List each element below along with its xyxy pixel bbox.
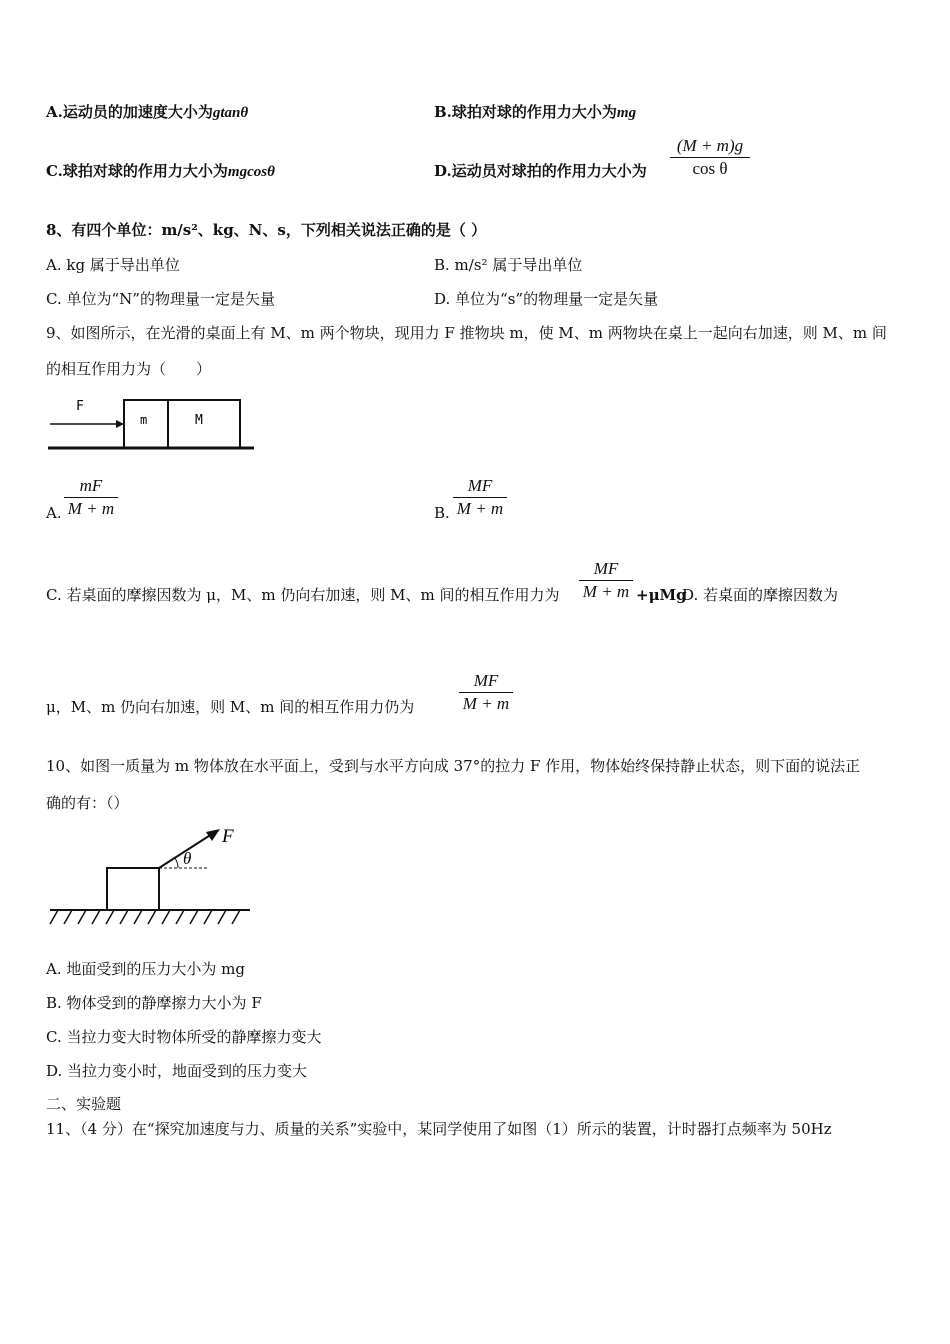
q10-option-b: B. 物体受到的静摩擦力大小为 F [46, 994, 262, 1012]
q8-option-d: D. 单位为“s”的物理量一定是矢量 [434, 290, 659, 308]
q9-option-c-suffix: +μMg [636, 586, 687, 604]
q8-option-a: A. kg 属于导出单位 [46, 256, 180, 274]
q10-option-a: A. 地面受到的压力大小为 mg [46, 960, 245, 978]
q7-option-d: D.运动员对球拍的作用力大小为 [434, 162, 647, 180]
label-F: F [222, 826, 234, 847]
q9-stem-line-2: 的相互作用力为（ ） [46, 360, 212, 378]
q9-option-c-text: C. 若桌面的摩擦因数为 μ，M、m 仍向右加速，则 M、m 间的相互作用力为 [46, 586, 560, 604]
pull-force-arrowhead [206, 829, 220, 841]
q7-option-d-fraction: (M + m)g cos θ [670, 135, 750, 180]
q11-stem: 11、（4 分）在“探究加速度与力、质量的关系”实验中，某同学使用了如图（1）所示的装置，计时器打点频率为 50Hz [46, 1120, 832, 1138]
q9-stem-line-1: 9、如图所示，在光滑的桌面上有 M、m 两个物块，现用力 F 推物块 m，使 M、m 两物块在桌上一起向右加速，则 M、m 间 [46, 324, 887, 342]
q9-figure-blocks [46, 392, 261, 456]
q10-figure-block-force [46, 822, 256, 930]
label-F: F [76, 399, 84, 414]
q8-option-c: C. 单位为“N”的物理量一定是矢量 [46, 290, 275, 308]
q9-option-a-label: A. [46, 504, 62, 522]
q9-option-d-text-2: μ，M、m 仍向右加速，则 M、m 间的相互作用力仍为 [46, 698, 415, 716]
q9-option-d-fraction: MF M + m [459, 670, 513, 715]
label-theta: θ [183, 849, 192, 868]
label-M: M [195, 413, 203, 428]
q10-option-d: D. 当拉力变小时，地面受到的压力变大 [46, 1062, 308, 1080]
block-M [168, 400, 240, 448]
q10-stem-line-2: 确的有：（） [46, 794, 129, 812]
block [107, 868, 159, 910]
q10-option-c: C. 当拉力变大时物体所受的静摩擦力变大 [46, 1028, 322, 1046]
ground-hatching [50, 910, 240, 924]
label-m: m [140, 413, 148, 427]
section-heading: 二、实验题 [46, 1095, 122, 1113]
q7-option-a: A.运动员的加速度大小为gtanθ [46, 103, 249, 121]
force-arrow-head [116, 420, 124, 428]
q10-stem-line-1: 10、如图一质量为 m 物体放在水平面上，受到与水平方向成 37°的拉力 F 作用，物体始终保持静止状态，则下面的说法正 [46, 757, 861, 775]
q9-option-a-fraction: mF M + m [64, 475, 118, 520]
q9-option-c-fraction: MF M + m [579, 558, 633, 603]
q8-option-b: B. m/s² 属于导出单位 [434, 256, 583, 274]
q9-option-b-fraction: MF M + m [453, 475, 507, 520]
q8-stem: 8、有四个单位：m/s²、kg、N、s，下列相关说法正确的是（ ） [46, 221, 487, 239]
q7-option-c: C.球拍对球的作用力大小为mgcosθ [46, 162, 275, 180]
q9-option-b-label: B. [434, 504, 450, 522]
q9-option-d-text-1: D. 若桌面的摩擦因数为 [682, 586, 839, 604]
angle-arc [175, 858, 178, 868]
q7-option-b: B.球拍对球的作用力大小为mg [434, 103, 637, 121]
